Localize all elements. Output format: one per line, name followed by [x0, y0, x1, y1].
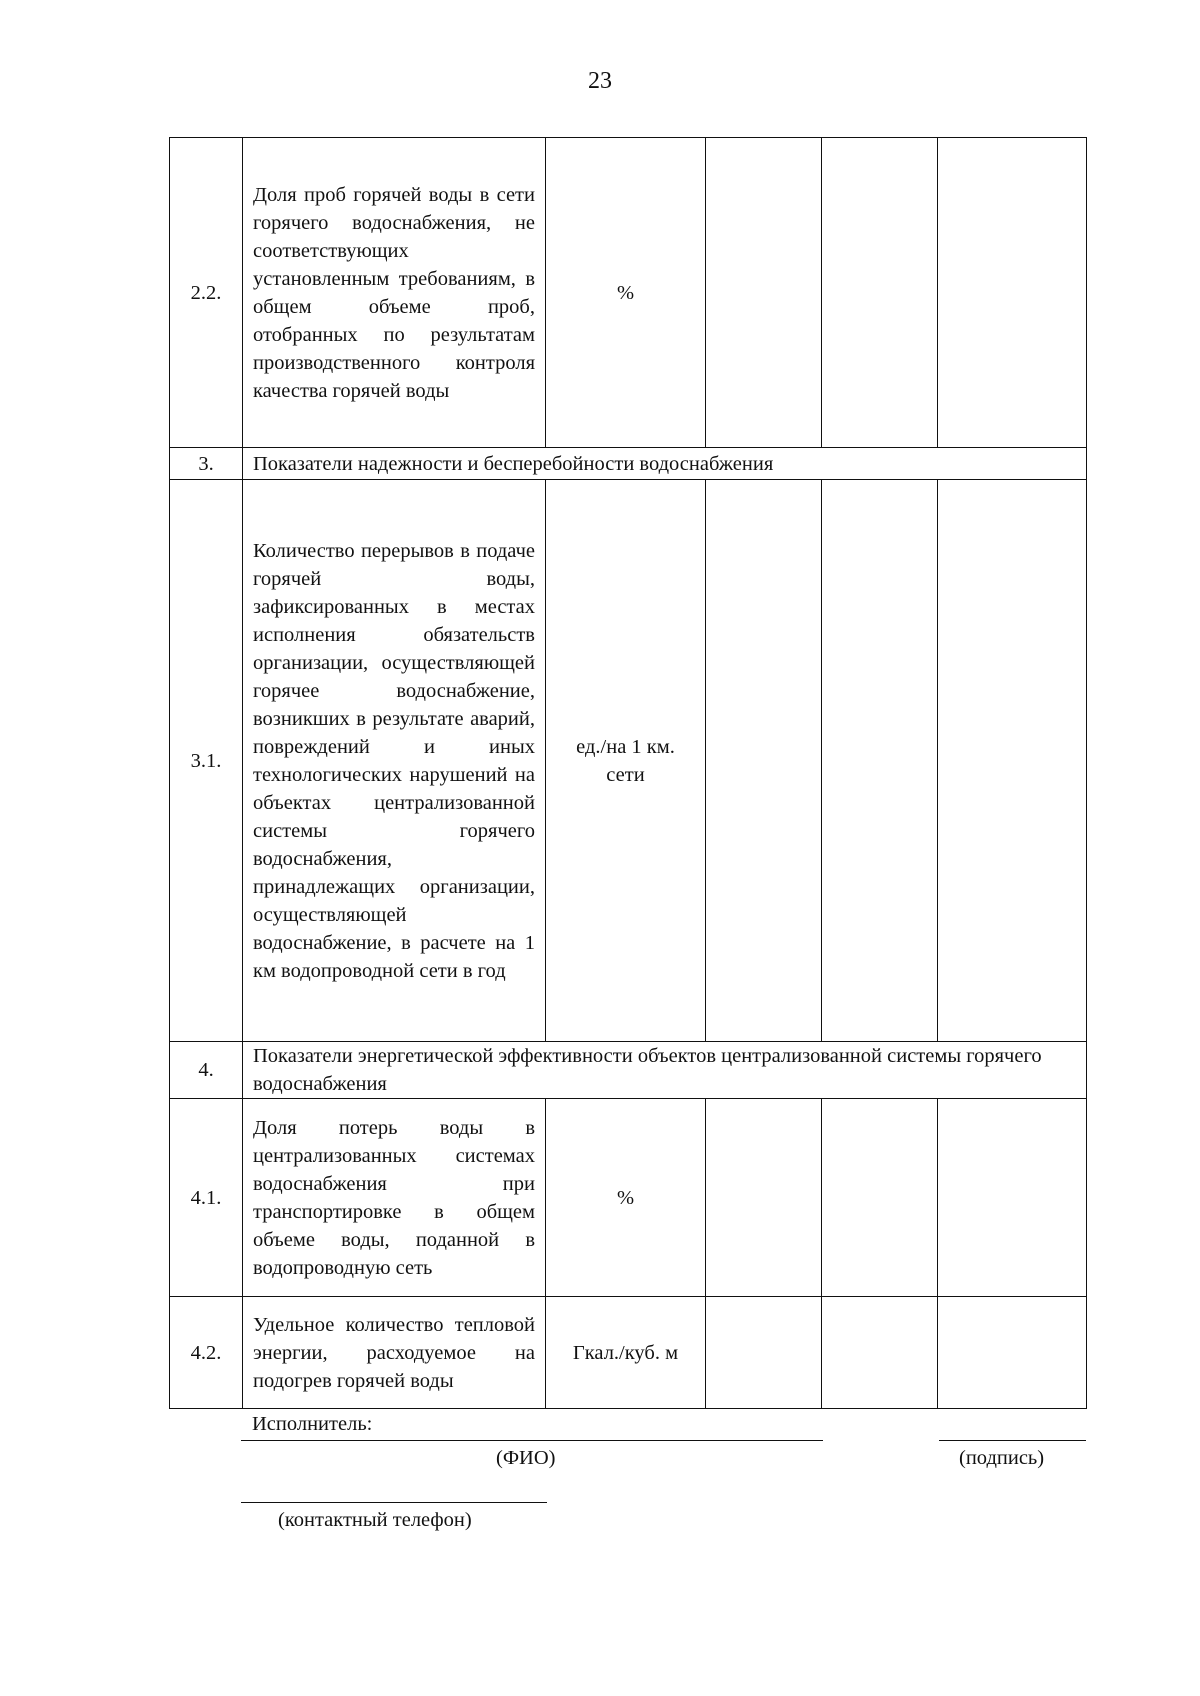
indicator-name: Доля проб горячей воды в сети горячего водоснабжения, не соответствующих установленным требованиям, в общем объеме проб, отобранных по результатам производственного контроля качества горячей воды [243, 138, 546, 448]
executor-label: Исполнитель: [252, 1413, 373, 1435]
value-cell[interactable] [706, 138, 822, 448]
signature-caption: (подпись) [959, 1447, 1045, 1469]
indicator-name: Удельное количество тепловой энергии, расходуемое на подогрев горячей воды [243, 1297, 546, 1409]
section-number: 3. [170, 448, 243, 480]
table-row [170, 1099, 1087, 1297]
page-number: 23 [588, 68, 612, 94]
section-row [170, 448, 1087, 480]
phone-caption: (контактный телефон) [278, 1509, 472, 1531]
value-cell[interactable] [938, 1099, 1087, 1297]
phone-line[interactable] [241, 1502, 547, 1503]
fio-caption: (ФИО) [496, 1447, 556, 1469]
value-cell[interactable] [938, 1297, 1087, 1409]
indicator-unit: % [546, 138, 706, 448]
signature-line[interactable] [939, 1440, 1086, 1441]
indicators-table [169, 137, 1087, 1409]
row-number: 4.1. [170, 1099, 243, 1297]
value-cell[interactable] [822, 1099, 938, 1297]
value-cell[interactable] [822, 480, 938, 1042]
table-row [170, 138, 1087, 448]
indicator-unit: ед./на 1 км. сети [546, 480, 706, 1042]
indicator-name: Доля потерь воды в централизованных системах водоснабжения при транспортировке в общем объеме воды, поданной в водопроводную сеть [243, 1099, 546, 1297]
value-cell[interactable] [706, 1099, 822, 1297]
section-row [170, 1042, 1087, 1099]
value-cell[interactable] [938, 480, 1087, 1042]
table-row [170, 480, 1087, 1042]
row-number: 3.1. [170, 480, 243, 1042]
indicator-unit: Гкал./куб. м [546, 1297, 706, 1409]
value-cell[interactable] [938, 138, 1087, 448]
value-cell[interactable] [706, 1297, 822, 1409]
row-number: 2.2. [170, 138, 243, 448]
section-title: Показатели надежности и бесперебойности водоснабжения [243, 448, 1087, 480]
fio-line[interactable] [241, 1440, 823, 1441]
indicator-name: Количество перерывов в подаче горячей воды, зафиксированных в местах исполнения обязательств организации, осуществляющей горячее водоснабжение, возникших в результате аварий, повреждений и иных технологических нарушений на объектах централизованной системы горячего водоснабжения, принадлежащих организации, осуществляющей водоснабжение, в расчете на 1 км водопроводной сети в год [243, 480, 546, 1042]
table-row [170, 1297, 1087, 1409]
row-number: 4.2. [170, 1297, 243, 1409]
value-cell[interactable] [706, 480, 822, 1042]
section-number: 4. [170, 1042, 243, 1099]
value-cell[interactable] [822, 138, 938, 448]
indicator-unit: % [546, 1099, 706, 1297]
section-title: Показатели энергетической эффективности объектов централизованной системы горячего водоснабжения [243, 1042, 1087, 1099]
value-cell[interactable] [822, 1297, 938, 1409]
